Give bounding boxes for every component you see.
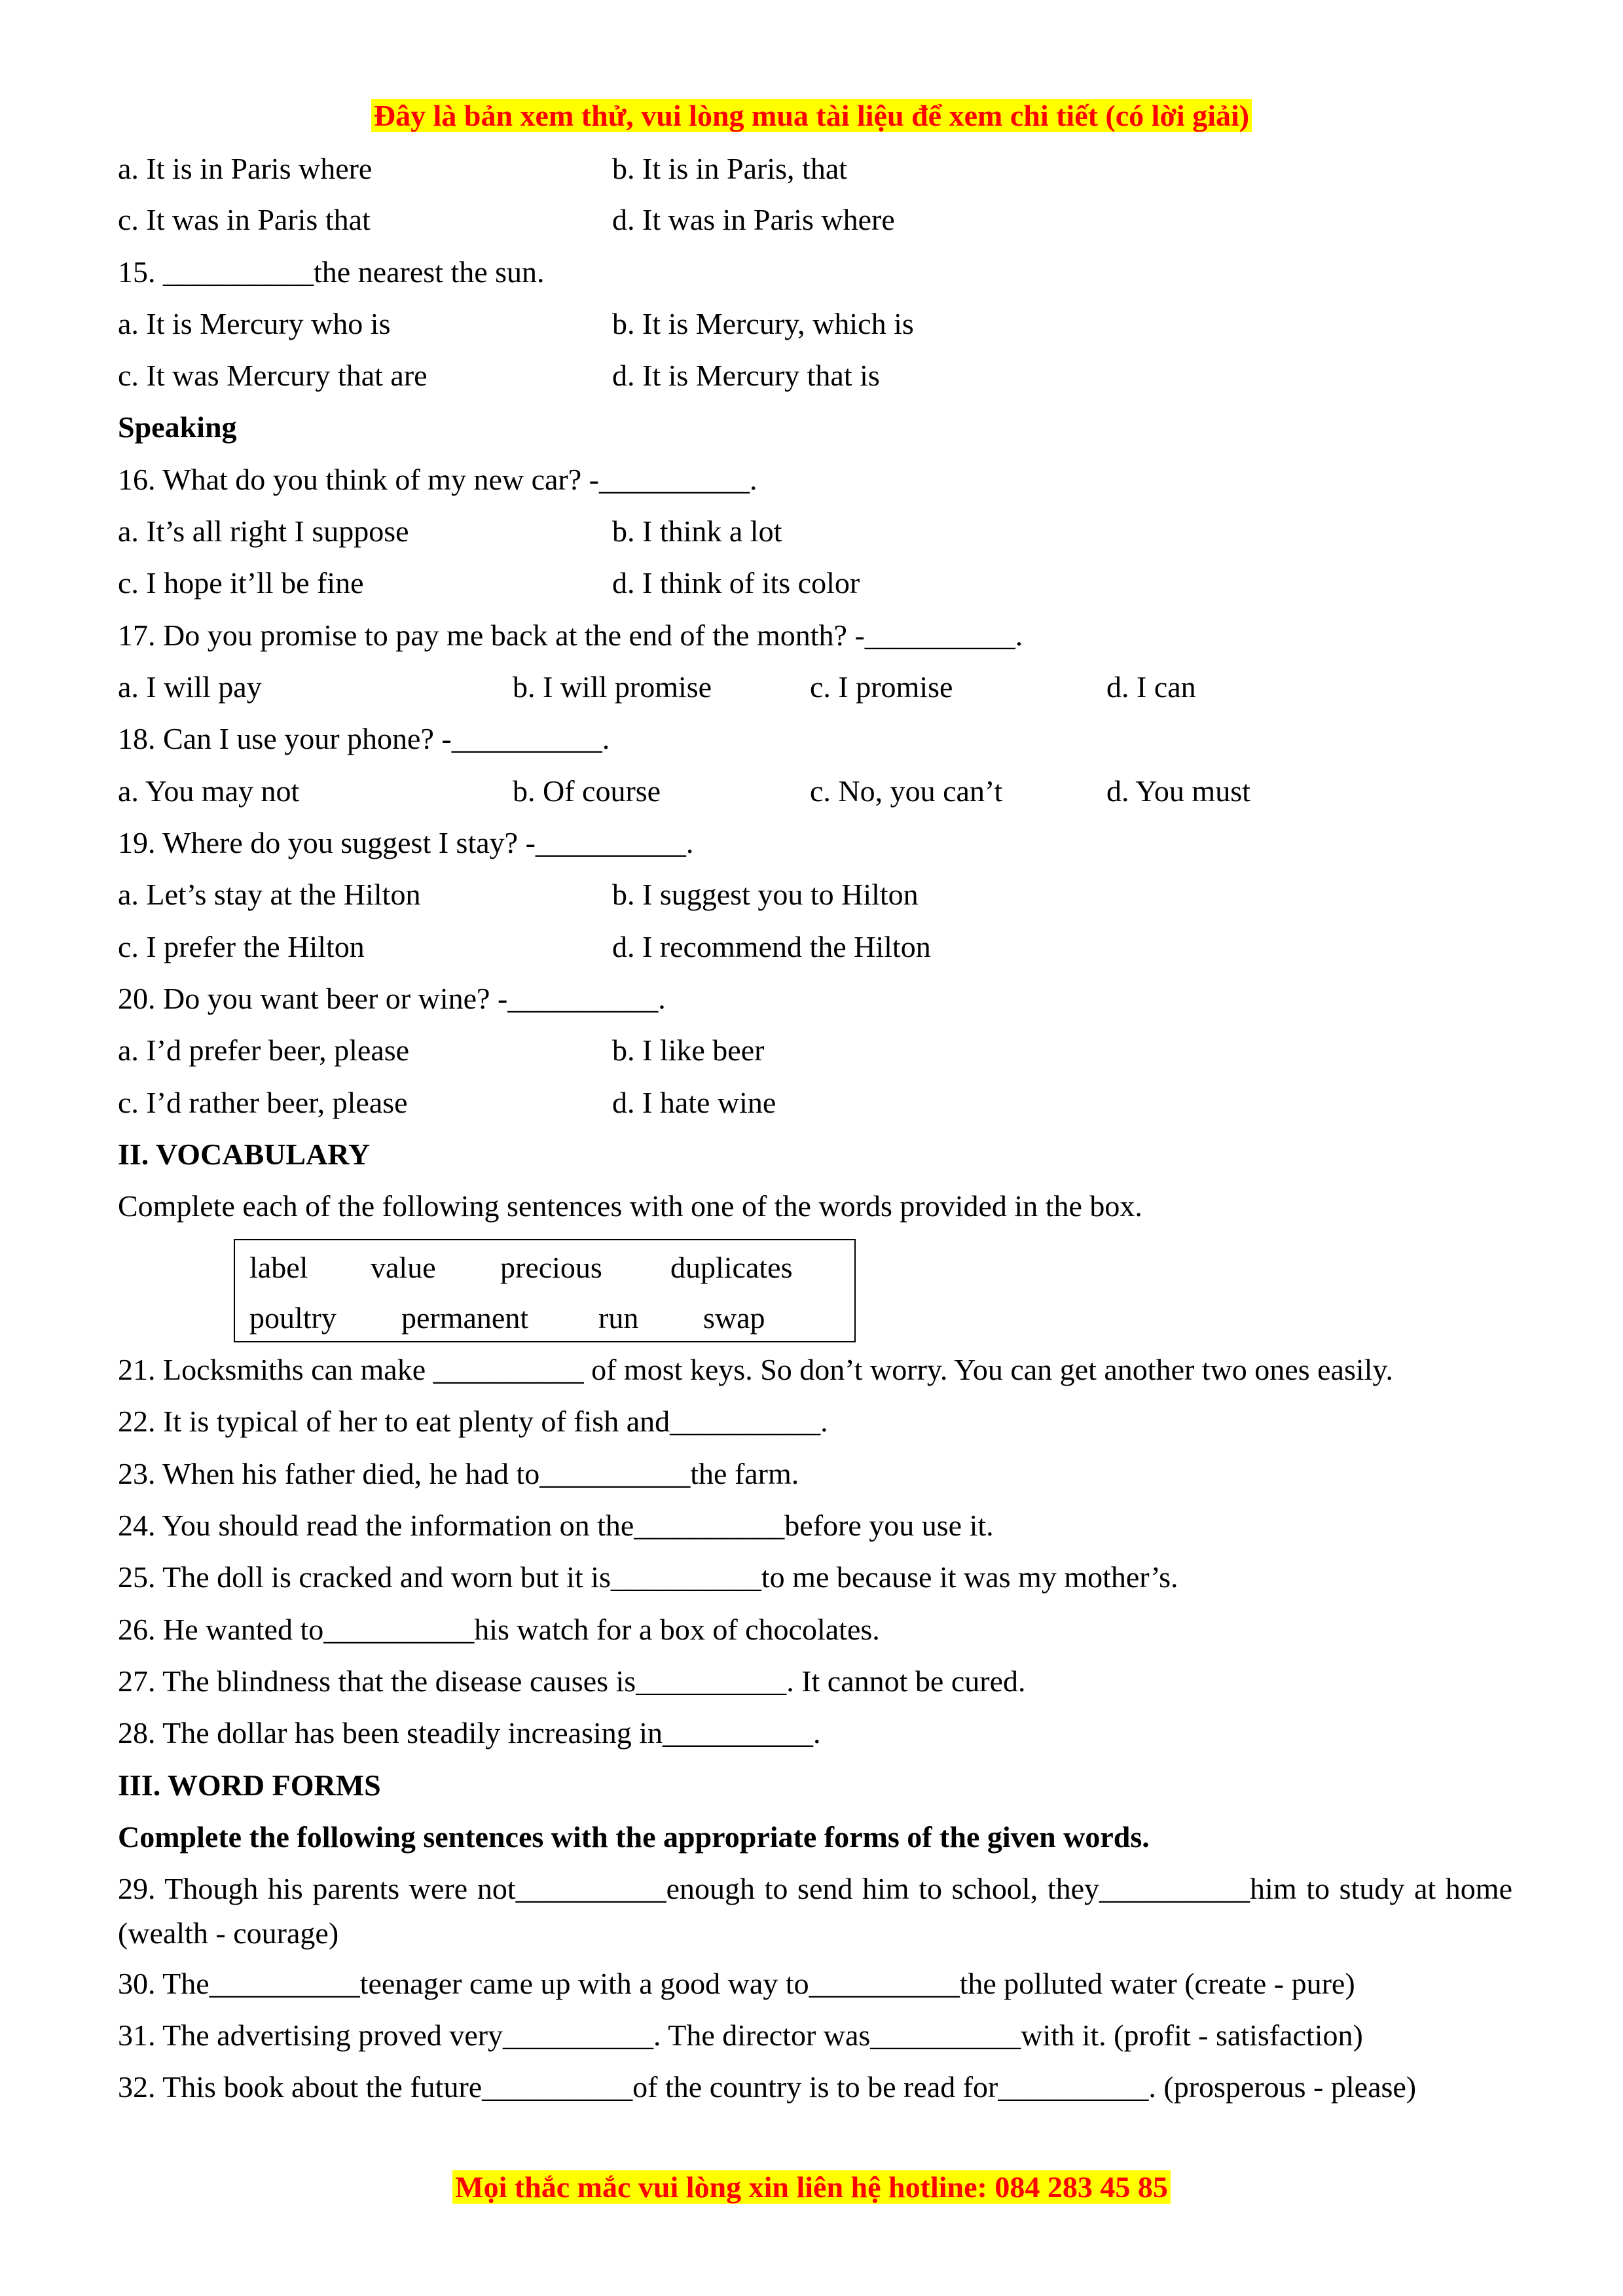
q19-option-b: b. I suggest you to Hilton [612, 878, 919, 911]
wf-item-31: 31. The advertising proved very__________. The director was__________with it. (profit - satisfaction) [118, 2018, 1363, 2052]
q14-option-d: d. It was in Paris where [612, 203, 895, 236]
q15-option-c: c. It was Mercury that are [118, 359, 428, 392]
word-forms-instruction: Complete the following sentences with the appropriate forms of the given words. [118, 1820, 1150, 1854]
q14-option-c: c. It was in Paris that [118, 203, 371, 236]
word-box-word: poultry [249, 1301, 337, 1335]
preview-banner-text: Đây là bản xem thử, vui lòng mua tài liệu để xem chi tiết (có lời giải) [371, 99, 1252, 132]
q15-option-a: a. It is Mercury who is [118, 307, 391, 340]
word-box-word: label [249, 1251, 308, 1284]
vocab-item-22: 22. It is typical of her to eat plenty of fish and__________. [118, 1405, 828, 1438]
vocab-item-24: 24. You should read the information on the__________before you use it. [118, 1509, 994, 1542]
word-box-word: permanent [401, 1301, 529, 1335]
q20-option-d: d. I hate wine [612, 1086, 776, 1119]
preview-banner [0, 98, 1623, 133]
vocab-item-21: 21. Locksmiths can make __________ of most keys. So don’t worry. You can get another two ones easily. [118, 1353, 1393, 1386]
q19-option-c: c. I prefer the Hilton [118, 930, 365, 963]
hotline-banner [0, 2170, 1623, 2204]
wf-item-30: 30. The__________teenager came up with a good way to__________the polluted water (create - pure) [118, 1967, 1355, 2000]
q18-option-c: c. No, you can’t [810, 774, 1003, 808]
q19-option-d: d. I recommend the Hilton [612, 930, 931, 963]
word-forms-heading: III. WORD FORMS [118, 1768, 381, 1802]
q20-option-c: c. I’d rather beer, please [118, 1086, 408, 1119]
vocab-item-27: 27. The blindness that the disease causes is__________. It cannot be cured. [118, 1664, 1026, 1698]
q16-option-c: c. I hope it’ll be fine [118, 566, 364, 600]
q19-option-a: a. Let’s stay at the Hilton [118, 878, 421, 911]
q16-option-a: a. It’s all right I suppose [118, 514, 409, 548]
q20-stem: 20. Do you want beer or wine? -__________. [118, 982, 666, 1015]
q14-option-a: a. It is in Paris where [118, 152, 373, 185]
q17-option-a: a. I will pay [118, 670, 262, 704]
q16-stem: 16. What do you think of my new car? -__________. [118, 463, 757, 496]
q15-option-b: b. It is Mercury, which is [612, 307, 914, 340]
q18-option-d: d. You must [1106, 774, 1250, 808]
q17-option-c: c. I promise [810, 670, 953, 704]
q17-stem: 17. Do you promise to pay me back at the end of the month? -__________. [118, 619, 1023, 652]
vocabulary-instruction: Complete each of the following sentences with one of the words provided in the box. [118, 1189, 1142, 1223]
vocab-item-23: 23. When his father died, he had to__________the farm. [118, 1457, 799, 1490]
wf-item-32: 32. This book about the future__________of the country is to be read for__________. (prosperous - please) [118, 2070, 1417, 2104]
wf-item-29: 29. Though his parents were not__________enough to send him to school, they__________him to study at home (wealth - courage) [118, 1872, 1512, 1950]
q18-option-a: a. You may not [118, 774, 300, 808]
word-box-word: swap [703, 1301, 765, 1335]
word-box [234, 1239, 856, 1342]
vocab-item-25: 25. The doll is cracked and worn but it is__________to me because it was my mother’s. [118, 1560, 1178, 1594]
q17-option-b: b. I will promise [513, 670, 712, 704]
vocab-item-26: 26. He wanted to__________his watch for a box of chocolates. [118, 1613, 880, 1646]
q15-option-d: d. It is Mercury that is [612, 359, 880, 392]
vocab-item-28: 28. The dollar has been steadily increasing in__________. [118, 1716, 821, 1749]
vocabulary-heading: II. VOCABULARY [118, 1138, 371, 1171]
q16-option-d: d. I think of its color [612, 566, 860, 600]
q18-option-b: b. Of course [513, 774, 661, 808]
q16-option-b: b. I think a lot [612, 514, 782, 548]
word-box-word: value [371, 1251, 436, 1284]
word-box-word: precious [500, 1251, 602, 1284]
word-box-word: run [598, 1301, 639, 1335]
q15-stem: 15. __________the nearest the sun. [118, 255, 545, 289]
word-box-word: duplicates [670, 1251, 793, 1284]
q20-option-a: a. I’d prefer beer, please [118, 1033, 410, 1067]
q19-stem: 19. Where do you suggest I stay? -__________. [118, 826, 694, 859]
speaking-heading: Speaking [118, 410, 237, 444]
q14-option-b: b. It is in Paris, that [612, 152, 848, 185]
hotline-banner-text: Mọi thắc mắc vui lòng xin liên hệ hotline: 084 283 45 85 [452, 2170, 1171, 2204]
q18-stem: 18. Can I use your phone? -__________. [118, 722, 610, 755]
q20-option-b: b. I like beer [612, 1033, 765, 1067]
q17-option-d: d. I can [1106, 670, 1196, 704]
